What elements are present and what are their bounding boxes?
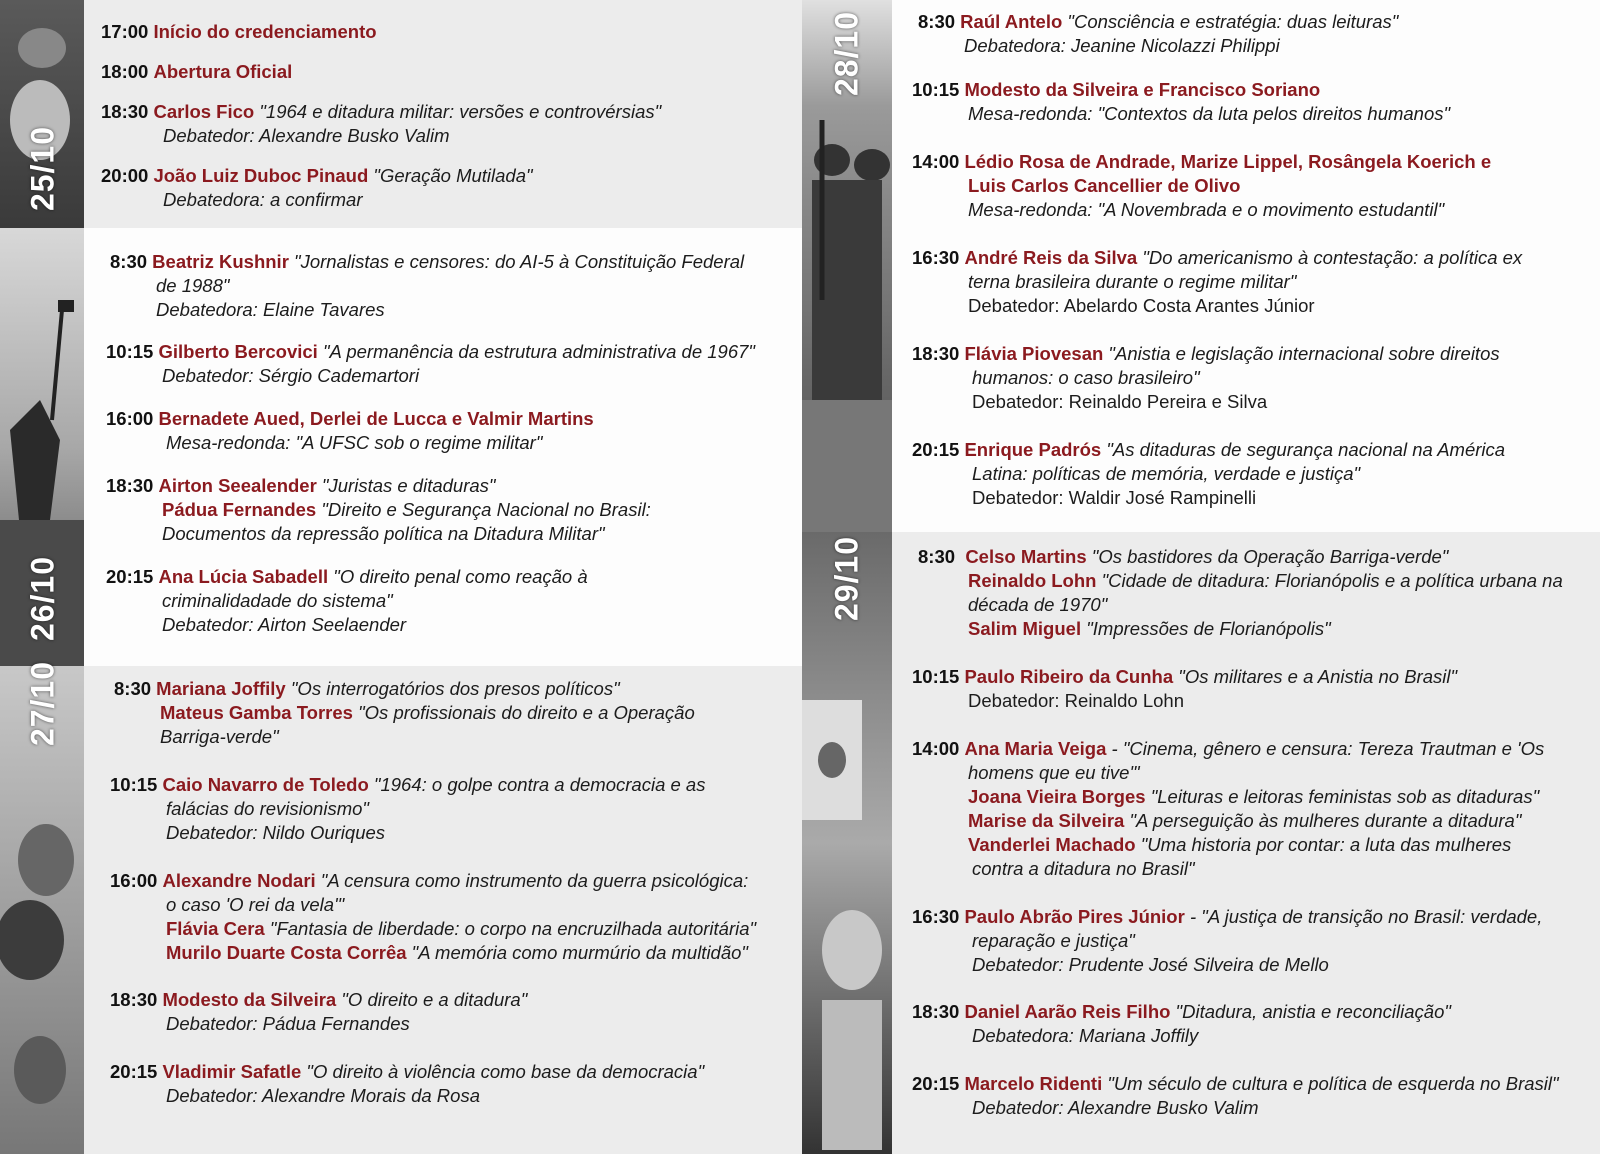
speaker-name: Caio Navarro de Toledo bbox=[162, 774, 369, 795]
session-time: 18:00 bbox=[101, 61, 149, 82]
date-label-29-10: 29/10 bbox=[828, 535, 865, 622]
session-name: Início do credenciamento bbox=[153, 21, 377, 42]
session-29-1630 bbox=[912, 905, 1542, 977]
speaker-name: Flávia Piovesan bbox=[964, 343, 1104, 364]
talk-title-cont: o caso 'O rei da vela'" bbox=[166, 894, 345, 915]
date-label-25-10: 25/10 bbox=[24, 125, 61, 212]
talk-title-4: "Uma historia por contar: a luta das mulheres bbox=[1135, 834, 1512, 855]
talk-title: "1964: o golpe contra a democracia e as bbox=[368, 774, 706, 795]
session-time: 18:30 bbox=[110, 989, 158, 1010]
session-time: 20:15 bbox=[106, 566, 154, 587]
speaker-name: Beatriz Kushnir bbox=[152, 251, 289, 272]
speaker-name: Alexandre Nodari bbox=[162, 870, 316, 891]
session-time: 10:15 bbox=[912, 666, 960, 687]
talk-title: "Os militares e a Anistia no Brasil" bbox=[1173, 666, 1458, 687]
debater: Debatedor: Nildo Ouriques bbox=[166, 822, 386, 843]
talk-title-cont: humanos: o caso brasileiro" bbox=[972, 367, 1200, 388]
session-28-0830 bbox=[918, 10, 1398, 58]
talk-title-2: "Direito e Segurança Nacional no Brasil: bbox=[316, 499, 651, 520]
talk-title: "Juristas e ditaduras" bbox=[316, 475, 496, 496]
talk-title: "A permanência da estrutura administrativa de 1967" bbox=[317, 341, 755, 362]
session-time: 16:30 bbox=[912, 247, 960, 268]
talk-title-cont: reparação e justiça" bbox=[972, 930, 1135, 951]
session-29-2015 bbox=[912, 1072, 1559, 1120]
talk-title: "O direito penal como reação à bbox=[328, 566, 588, 587]
speaker-name: Gilberto Bercovici bbox=[158, 341, 318, 362]
session-time: 8:30 bbox=[110, 251, 148, 272]
session-time: 17:00 bbox=[101, 21, 149, 42]
speaker-name-2: Joana Vieira Borges bbox=[968, 786, 1146, 807]
debater: Debatedor: Reinaldo Lohn bbox=[968, 690, 1184, 711]
speaker-name: Raúl Antelo bbox=[960, 11, 1063, 32]
speaker-name-2: Reinaldo Lohn bbox=[968, 570, 1097, 591]
photo-strip-left bbox=[0, 0, 84, 1154]
session-26-1015 bbox=[106, 340, 755, 388]
talk-title: "Jornalistas e censores: do AI-5 à Constituição Federal bbox=[288, 251, 745, 272]
session-time: 8:30 bbox=[114, 678, 152, 699]
debater: Debatedor: Waldir José Rampinelli bbox=[972, 487, 1257, 508]
photo-strip-middle bbox=[802, 0, 892, 1154]
talk-title-3: "Impressões de Florianópolis" bbox=[1081, 618, 1331, 639]
session-26-2015 bbox=[106, 565, 588, 637]
talk-title-cont: criminalidadade do sistema" bbox=[162, 590, 393, 611]
session-time: 18:30 bbox=[106, 475, 154, 496]
talk-title: "Os bastidores da Operação Barriga-verde" bbox=[1086, 546, 1449, 567]
speaker-name-2: Mateus Gamba Torres bbox=[160, 702, 353, 723]
speaker-name: Modesto da Silveira e Francisco Soriano bbox=[964, 79, 1321, 100]
speaker-name: Enrique Padrós bbox=[964, 439, 1102, 460]
session-time: 8:30 bbox=[918, 546, 956, 567]
debater: Debatedora: a confirmar bbox=[163, 189, 363, 210]
speaker-name-2: Pádua Fernandes bbox=[162, 499, 317, 520]
session-name: Abertura Oficial bbox=[153, 61, 293, 82]
talk-title-cont: homens que eu tive'" bbox=[968, 762, 1140, 783]
talk-title: "Consciência e estratégia: duas leituras" bbox=[1062, 11, 1399, 32]
speaker-name: Celso Martins bbox=[965, 546, 1087, 567]
session-29-1015 bbox=[912, 665, 1457, 713]
talk-title: - "Cinema, gênero e censura: Tereza Trautman e 'Os bbox=[1106, 738, 1545, 759]
talk-title: "Do americanismo à contestação: a política ex bbox=[1137, 247, 1523, 268]
talk-title-2-cont: década de 1970" bbox=[968, 594, 1108, 615]
talk-title: "Anistia e legislação internacional sobre direitos bbox=[1103, 343, 1500, 364]
session-28-1400 bbox=[912, 150, 1491, 222]
session-time: 10:15 bbox=[106, 341, 154, 362]
session-26-1830 bbox=[106, 474, 651, 546]
debater: Debatedor: Alexandre Morais da Rosa bbox=[166, 1085, 480, 1106]
speaker-name: Lédio Rosa de Andrade, Marize Lippel, Rosângela Koerich e bbox=[964, 151, 1492, 172]
speaker-name: Paulo Ribeiro da Cunha bbox=[964, 666, 1174, 687]
speaker-name: Daniel Aarão Reis Filho bbox=[964, 1001, 1171, 1022]
date-label-28-10: 28/10 bbox=[828, 10, 865, 97]
session-27-0830 bbox=[114, 677, 695, 749]
session-time: 16:00 bbox=[106, 408, 154, 429]
speaker-name: Marcelo Ridenti bbox=[964, 1073, 1103, 1094]
debater: Debatedor: Reinaldo Pereira e Silva bbox=[972, 391, 1268, 412]
session-time: 20:15 bbox=[110, 1061, 158, 1082]
round-table: Mesa-redonda: "Contextos da luta pelos direitos humanos" bbox=[968, 103, 1451, 124]
speaker-name: Carlos Fico bbox=[153, 101, 255, 122]
speaker-name: Vladimir Safatle bbox=[162, 1061, 302, 1082]
session-time: 20:15 bbox=[912, 1073, 960, 1094]
talk-title: "Ditadura, anistia e reconciliação" bbox=[1170, 1001, 1451, 1022]
talk-title-2: "Cidade de ditadura: Florianópolis e a política urbana na bbox=[1096, 570, 1563, 591]
debater: Debatedora: Jeanine Nicolazzi Philippi bbox=[964, 35, 1280, 56]
talk-title-cont: Latina: políticas de memória, verdade e justiça" bbox=[972, 463, 1361, 484]
session-25-1830 bbox=[101, 100, 661, 148]
debater: Debatedor: Alexandre Busko Valim bbox=[972, 1097, 1259, 1118]
speaker-name: Paulo Abrão Pires Júnior bbox=[964, 906, 1185, 927]
date-label-26-10: 26/10 bbox=[24, 555, 61, 642]
session-time: 14:00 bbox=[912, 151, 960, 172]
talk-title-3: "A perseguição às mulheres durante a ditadura" bbox=[1124, 810, 1522, 831]
session-time: 8:30 bbox=[918, 11, 956, 32]
talk-title: "Um século de cultura e política de esquerda no Brasil" bbox=[1102, 1073, 1559, 1094]
speaker-name-3: Flávia Cera bbox=[166, 918, 265, 939]
speaker-name: Mariana Joffily bbox=[156, 678, 286, 699]
round-table: Mesa-redonda: "A UFSC sob o regime militar" bbox=[166, 432, 543, 453]
session-27-1830 bbox=[110, 988, 527, 1036]
speaker-name-4: Murilo Duarte Costa Corrêa bbox=[166, 942, 407, 963]
talk-title: "A censura como instrumento da guerra psicológica: bbox=[315, 870, 749, 891]
speaker-name-cont: Luis Carlos Cancellier de Olivo bbox=[968, 175, 1241, 196]
talk-title: "Geração Mutilada" bbox=[368, 165, 533, 186]
talk-title-2-cont: Documentos da repressão política na Ditadura Militar" bbox=[162, 523, 605, 544]
session-time: 16:00 bbox=[110, 870, 158, 891]
talk-title-cont: terna brasileira durante o regime militar" bbox=[968, 271, 1297, 292]
session-time: 10:15 bbox=[110, 774, 158, 795]
speaker-name: André Reis da Silva bbox=[964, 247, 1138, 268]
debater: Debatedor: Abelardo Costa Arantes Júnior bbox=[968, 295, 1315, 316]
speaker-name: Ana Maria Veiga bbox=[964, 738, 1107, 759]
debater: Debatedor: Pádua Fernandes bbox=[166, 1013, 410, 1034]
session-26-0830 bbox=[110, 250, 744, 322]
session-28-2015 bbox=[912, 438, 1505, 510]
debater: Debatedor: Airton Seelaender bbox=[162, 614, 407, 635]
session-27-2015 bbox=[110, 1060, 704, 1108]
talk-title-2: "Leituras e leitoras feministas sob as ditaduras" bbox=[1145, 786, 1540, 807]
talk-title: "O direito e a ditadura" bbox=[336, 989, 528, 1010]
talk-title: "As ditaduras de segurança nacional na América bbox=[1101, 439, 1506, 460]
session-27-1600 bbox=[110, 869, 756, 965]
debater: Debatedor: Prudente José Silveira de Mello bbox=[972, 954, 1329, 975]
speaker-name: João Luiz Duboc Pinaud bbox=[153, 165, 369, 186]
talk-title-4-cont: contra a ditadura no Brasil" bbox=[972, 858, 1195, 879]
speaker-name-3: Marise da Silveira bbox=[968, 810, 1125, 831]
session-29-1830 bbox=[912, 1000, 1451, 1048]
debater: Debatedor: Sérgio Cademartori bbox=[162, 365, 420, 386]
session-time: 20:15 bbox=[912, 439, 960, 460]
round-table: Mesa-redonda: "A Novembrada e o movimento estudantil" bbox=[968, 199, 1445, 220]
session-26-1600 bbox=[106, 407, 594, 455]
debater: Debatedora: Mariana Joffily bbox=[972, 1025, 1199, 1046]
talk-title: "Os interrogatórios dos presos políticos" bbox=[285, 678, 620, 699]
session-time: 14:00 bbox=[912, 738, 960, 759]
debater: Debatedora: Elaine Tavares bbox=[156, 299, 385, 320]
talk-title: "1964 e ditadura militar: versões e controvérsias" bbox=[254, 101, 662, 122]
debater: Debatedor: Alexandre Busko Valim bbox=[163, 125, 450, 146]
session-25-1800 bbox=[101, 60, 292, 84]
session-29-1400 bbox=[912, 737, 1544, 881]
session-time: 18:30 bbox=[912, 343, 960, 364]
talk-title-2: "Os profissionais do direito e a Operação bbox=[352, 702, 695, 723]
speaker-name-3: Salim Miguel bbox=[968, 618, 1082, 639]
session-28-1015 bbox=[912, 78, 1450, 126]
talk-title-4: "A memória como murmúrio da multidão" bbox=[406, 942, 748, 963]
session-time: 20:00 bbox=[101, 165, 149, 186]
talk-title-3: "Fantasia de liberdade: o corpo na encruzilhada autoritária" bbox=[264, 918, 757, 939]
session-28-1830 bbox=[912, 342, 1500, 414]
session-time: 18:30 bbox=[101, 101, 149, 122]
talk-title: - "A justiça de transição no Brasil: verdade, bbox=[1184, 906, 1543, 927]
talk-title-cont: falácias do revisionismo" bbox=[166, 798, 369, 819]
talk-title: "O direito à violência como base da democracia" bbox=[301, 1061, 705, 1082]
speaker-name: Ana Lúcia Sabadell bbox=[158, 566, 329, 587]
speaker-name: Modesto da Silveira bbox=[162, 989, 337, 1010]
speaker-name: Airton Seealender bbox=[158, 475, 317, 496]
session-time: 16:30 bbox=[912, 906, 960, 927]
session-27-1015 bbox=[110, 773, 705, 845]
speaker-name: Bernadete Aued, Derlei de Lucca e Valmir Martins bbox=[158, 408, 594, 429]
date-label-27-10: 27/10 bbox=[24, 660, 61, 747]
session-25-2000 bbox=[101, 164, 533, 212]
session-time: 18:30 bbox=[912, 1001, 960, 1022]
session-29-0830 bbox=[918, 545, 1563, 641]
session-25-1700 bbox=[101, 20, 377, 44]
speaker-name-4: Vanderlei Machado bbox=[968, 834, 1136, 855]
talk-title-2-cont: Barriga-verde" bbox=[160, 726, 279, 747]
session-time: 10:15 bbox=[912, 79, 960, 100]
session-28-1630 bbox=[912, 246, 1522, 318]
talk-title-cont: de 1988" bbox=[156, 275, 230, 296]
